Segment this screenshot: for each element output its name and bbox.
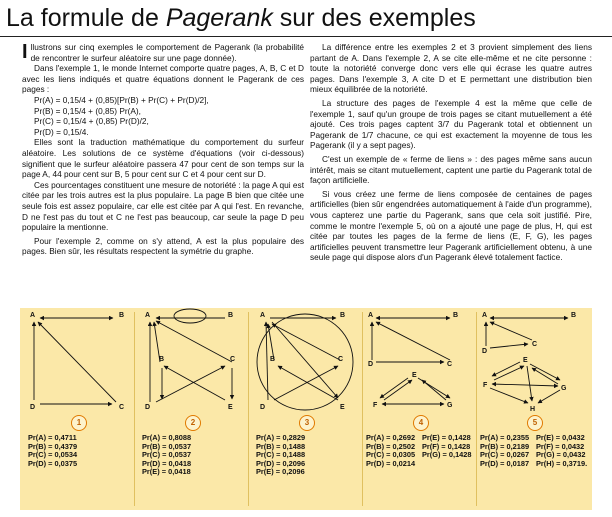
left-para-5: Pour l'exemple 2, comme on s'y attend, A est la plus populaire des pages. Bien sûr, les résultats respectent la symétrie du graphe.	[22, 235, 304, 257]
node-C: C	[447, 361, 453, 368]
results-example-1: Pr(A) = 0,4711 Pr(B) = 0,4379 Pr(C) = 0,0534 Pr(D) = 0,0375	[28, 433, 78, 468]
node-A: A	[145, 312, 151, 319]
left-para-1: Illustrons sur cinq exemples le comportement de Pagerank (la probabilité de rencontrer le surfeur aléatoire sur une page donnée).	[22, 41, 304, 63]
equation-4: Pr(D) = 0,15/4.	[34, 126, 89, 137]
results-example-2: Pr(A) = 0,8088 Pr(B) = 0,0537 Pr(C) = 0,0537 Pr(D) = 0,0418 Pr(E) = 0,0418	[142, 433, 192, 477]
node-E: E	[228, 404, 233, 411]
node-B: B	[270, 356, 276, 363]
results-example-4: Pr(A) = 0,2692 Pr(B) = 0,2502 Pr(C) = 0,0305 Pr(D) = 0,0214	[366, 433, 416, 468]
node-C: C	[119, 404, 125, 411]
example-number-5: 5	[527, 415, 543, 431]
left-para-2: Dans l'exemple 1, le monde Internet comporte quatre pages, A, B, C et D avec les liens indiqués et quatre équations donnent le Pagerank de ces pages :	[22, 63, 304, 95]
title-rule	[0, 36, 612, 37]
title-suffix: sur des exemples	[272, 4, 476, 32]
page-title	[6, 4, 476, 33]
results-example-3: Pr(A) = 0,2829 Pr(B) = 0,1488 Pr(C) = 0,1488 Pr(D) = 0,2096 Pr(E) = 0,2096	[256, 433, 306, 477]
example-number-2: 2	[185, 415, 201, 431]
right-para-1: La différence entre les exemples 2 et 3 provient simplement des liens partant de A. Dans l'exemple 2, A se cite elle-même et ne cite personne : toute la notoriété converge donc vers elle qui écrase les quatre autres pages. Dans l'exemple 3, A cite D et E permettant une distribution bien mieux équilibrée de la notoriété.	[310, 42, 592, 95]
example-number-3: 3	[299, 415, 315, 431]
right-para-4: Si vous créez une ferme de liens composée de centaines de pages artificielles (bien sûr engendrées automatiquement à l'aide d'un programme), vous capterez une partie du Pagerank, sans que cela soit justifié. Pire, comme le montre l'exemple 5, où on a ajouté une page de plus, H, qui est citée par toutes les pages de la ferme de liens (E, F, G), les pages artificielles peuvent transmettre leur Pagerank artificiellement obtenu, à une seule page qui dispose alors d'un Pagerank élevé totalement factice.	[310, 188, 592, 263]
right-para-3: C'est un exemple de « ferme de liens » : des pages même sans aucun intérêt, mais se citant mutuellement, captent une partie du Pagerank total de façon artificielle.	[310, 153, 592, 186]
node-A: A	[260, 312, 266, 319]
node-A: A	[368, 312, 374, 319]
left-para-4: Ces pourcentages constituent une mesure de notoriété : la page A qui est citée par les trois autres est la plus populaire. La page B bien que citée une seule fois est assez populaire, car elle est citée par A qui l'est. En revanche, D ne l'est pas du tout et C ne l'est pas beaucoup, car seule la page D peu populaire la mentionne.	[22, 179, 304, 233]
node-E: E	[523, 357, 528, 364]
right-column	[310, 42, 592, 263]
node-D: D	[368, 361, 374, 368]
results-example-5: Pr(A) = 0,2355 Pr(B) = 0,2189 Pr(C) = 0,0267 Pr(D) = 0,0187	[480, 433, 530, 468]
node-G: G	[561, 385, 567, 392]
node-B: B	[571, 312, 577, 319]
equation-1: Pr(A) = 0,15/4 + (0,85)[Pr(B) + Pr(C) + Pr(D)/2],	[34, 94, 209, 105]
equation-3: Pr(C) = 0,15/4 + (0,85) Pr(D)/2,	[34, 116, 149, 127]
results-example-5-b: Pr(E) = 0,0432 Pr(F) = 0,0432 Pr(G) = 0,0432 Pr(H) = 0,3719.	[536, 433, 588, 468]
node-B: B	[228, 312, 234, 319]
results-example-4-b: Pr(E) = 0,1428 Pr(F) = 0,1428 Pr(G) = 0,1428	[422, 433, 472, 460]
node-B: B	[159, 356, 165, 363]
graph-example-4	[372, 318, 453, 404]
node-B: B	[453, 312, 459, 319]
title-emphasis: Pagerank	[165, 4, 273, 32]
node-E: E	[412, 372, 417, 379]
node-C: C	[230, 356, 236, 363]
node-C: C	[338, 356, 344, 363]
node-B: B	[119, 312, 125, 319]
title-prefix: La formule de	[6, 4, 166, 32]
left-para-3: Elles sont la traduction mathématique du comportement du surfeur aléatoire. Les solutions de ce système d'équations (voir ci-dessous) signifient que le surfeur aléatoire passera 47 pour cent de son temps sur la page A, 44 pour cent sur B, 5 pour cent sur C et 4 pour cent sur D.	[22, 137, 304, 180]
node-F: F	[483, 382, 488, 389]
node-D: D	[482, 348, 488, 355]
node-A: A	[30, 312, 36, 319]
equation-2: Pr(B) = 0,15/4 + (0,85) Pr(A),	[34, 105, 141, 116]
example-number-1: 1	[71, 415, 87, 431]
node-D: D	[260, 404, 266, 411]
example-number-4: 4	[413, 415, 429, 431]
node-H: H	[530, 406, 536, 413]
graph-example-1	[34, 318, 116, 404]
node-A: A	[482, 312, 488, 319]
node-C: C	[532, 341, 538, 348]
node-D: D	[30, 404, 36, 411]
left-column	[22, 42, 304, 257]
node-G: G	[447, 402, 453, 409]
node-E: E	[340, 404, 345, 411]
node-F: F	[373, 402, 378, 409]
node-D: D	[145, 404, 151, 411]
right-para-2: La structure des pages de l'exemple 4 est la même que celle de l'exemple 1, sauf qu'un groupe de trois pages se citant mutuellement a été ajouté. Ces trois pages captent 3/7 du Pagerank total et obtiennent un Pagerank de 1/7 chacune, ce qui est exactement la moyenne de tous les Pagerank (il y a sept pages).	[310, 97, 592, 151]
examples-panel	[20, 308, 592, 510]
node-B: B	[340, 312, 346, 319]
example-graphs	[20, 308, 592, 413]
drop-cap: I	[22, 41, 28, 63]
